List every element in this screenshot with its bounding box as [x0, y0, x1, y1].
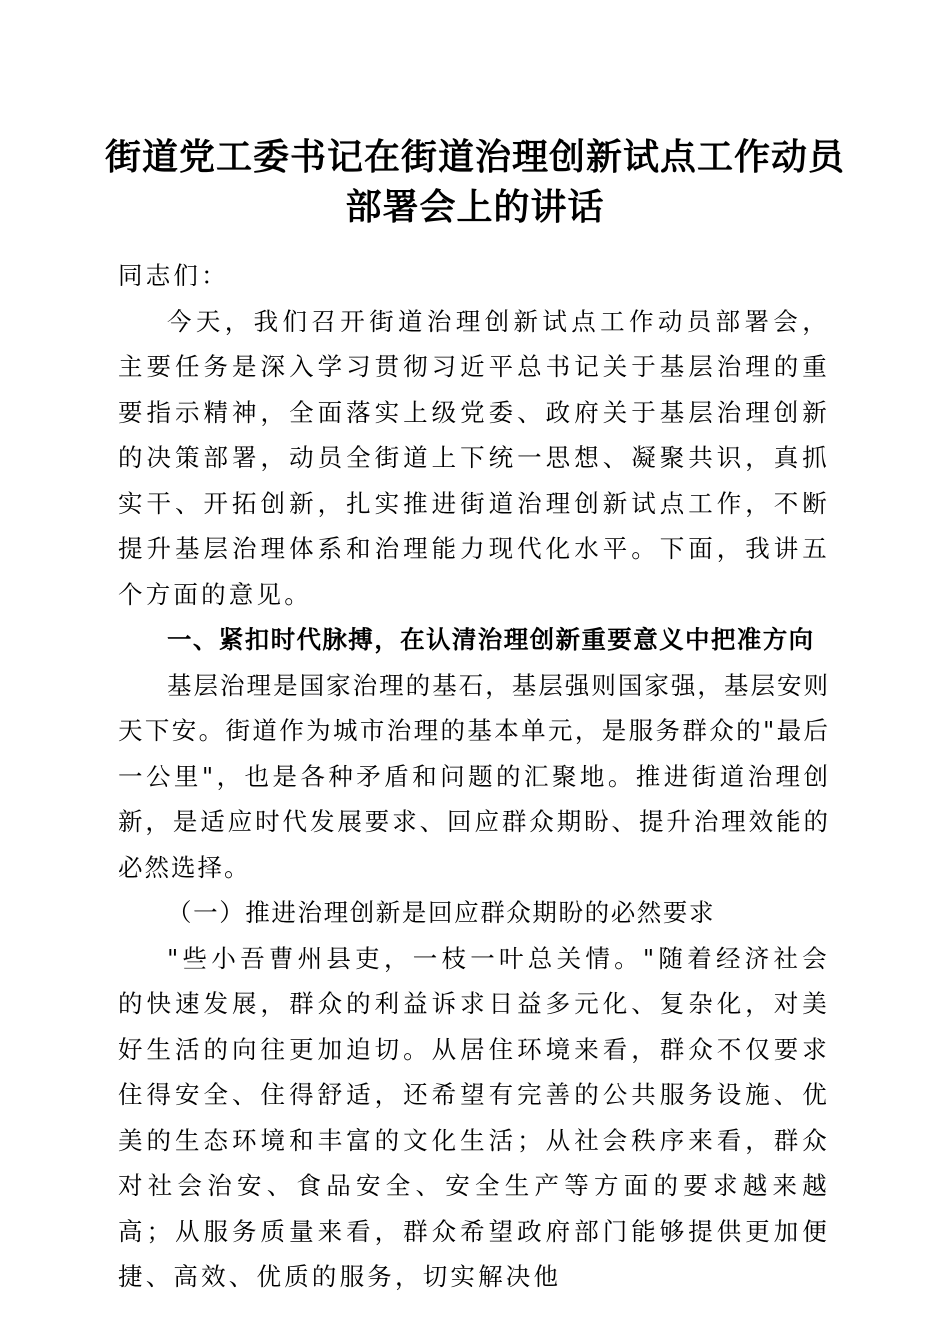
document-title — [100, 132, 850, 232]
intro-paragraph: 今天，我们召开街道治理创新试点工作动员部署会，主要任务是深入学习贯彻习近平总书记关于基层治理的重要指示精神，全面落实上级党委、政府关于基层治理创新的决策部署，动员全街道上下统一思想、凝聚共识，真抓实干、开拓创新，扎实推进街道治理创新试点工作，不断提升基层治理体系和治理能力现代化水平。下面，我讲五个方面的意见。 — [118, 306, 830, 609]
salutation: 同志们： — [118, 261, 229, 290]
title-line-1: 街道党工委书记在街道治理创新试点工作动员 — [104, 136, 845, 178]
document-body — [118, 253, 830, 1300]
subsection-1-paragraph: "些小吾曹州县吏，一枝一叶总关情。"随着经济社会的快速发展，群众的利益诉求日益多元化、复杂化，对美好生活的向往更加迫切。从居住环境来看，群众不仅要求住得安全、住得舒适，还希望有完善的公共服务设施、优美的生态环境和丰富的文化生活；从社会秩序来看，群众对社会治安、食品安全、安全生产等方面的要求越来越高；从服务质量来看，群众希望政府部门能够提供更加便捷、高效、优质的服务，切实解决他 — [118, 943, 830, 1291]
title-line-2: 部署会上的讲话 — [345, 186, 605, 228]
subsection-heading-1: （一）推进治理创新是回应群众期盼的必然要求 — [167, 898, 716, 927]
section-1-paragraph: 基层治理是国家治理的基石，基层强则国家强，基层安则天下安。街道作为城市治理的基本单元，是服务群众的"最后一公里"，也是各种矛盾和问题的汇聚地。推进街道治理创新，是适应时代发展要求、回应群众期盼、提升治理效能的必然选择。 — [118, 670, 830, 882]
section-heading-1: 一、紧扣时代脉搏，在认清治理创新重要意义中把准方向 — [167, 625, 815, 654]
